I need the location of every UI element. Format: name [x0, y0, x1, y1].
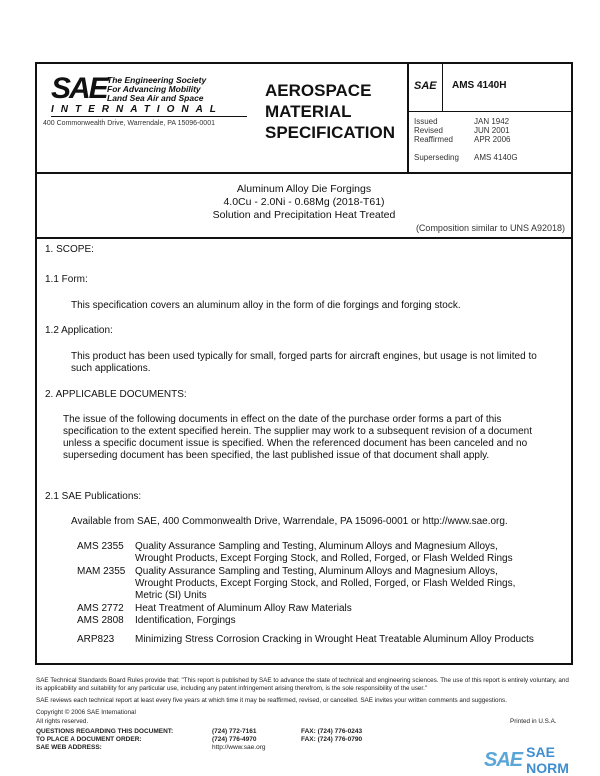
contact-label: SAE WEB ADDRESS:	[36, 744, 102, 751]
paragraph: This specification covers an aluminum alloy in the form of die forgings and forging stock.	[71, 300, 461, 311]
date-value: JAN 1942	[474, 117, 510, 126]
section-heading: 1.1 Form:	[45, 274, 88, 285]
title-line: Solution and Precipitation Heat Treated	[212, 209, 396, 221]
reference-title: Minimizing Stress Corrosion Cracking in Wrought Heat Treatable Aluminum Alloy Products	[135, 634, 534, 645]
web-address-link[interactable]: http://www.sae.org	[212, 744, 266, 751]
international-text: INTERNATIONAL	[51, 104, 247, 117]
section-heading: 1. SCOPE:	[45, 244, 94, 255]
section-heading: 2. APPLICABLE DOCUMENTS:	[45, 389, 187, 400]
tagline	[107, 76, 267, 103]
copyright: Copyright © 2006 SAE International	[36, 709, 136, 716]
title-line: Aluminum Alloy Die Forgings	[236, 183, 372, 195]
section-heading: 2.1 SAE Publications:	[45, 491, 142, 502]
doc-type	[265, 80, 395, 143]
paragraph: Available from SAE, 400 Commonwealth Drive, Warrendale, PA 15096-0001 or http://www.sae.org.	[71, 516, 508, 527]
rights: All rights reserved.	[36, 718, 89, 725]
review-note: SAE reviews each technical report at least every five years at which time it may be reaffirmed, revised, or cancelled. SAE invites your written comments and suggestions.	[36, 697, 507, 704]
date-value: JUN 2001	[474, 126, 510, 135]
doc-type-line: AEROSPACE	[265, 81, 372, 100]
tagline-line: For Advancing Mobility	[107, 84, 201, 94]
composition-note: (Composition similar to UNS A92018)	[415, 223, 565, 233]
section-heading: 1.2 Application:	[45, 325, 113, 336]
reference-code: AMS 2808	[77, 615, 124, 626]
printed-in: Printed in U.S.A.	[510, 718, 557, 725]
doc-info	[407, 64, 571, 172]
doc-number: AMS 4140H	[443, 64, 573, 112]
sae-logo-mark: SAE	[51, 72, 107, 105]
reference-title: Quality Assurance Sampling and Testing, Aluminum Alloys and Magnesium Alloys, Wrought Products, Except Forging Stock, and Rolled, Forged, or Flash Welded Rings	[135, 541, 513, 564]
reference-code: ARP823	[77, 634, 115, 645]
reference-title: Identification, Forgings	[135, 615, 236, 626]
dates	[414, 117, 518, 162]
reference-item	[77, 566, 535, 602]
watermark-logo: SAE	[484, 748, 523, 771]
reference-title: Quality Assurance Sampling and Testing, Aluminum Alloys and Magnesium Alloys, Wrought Products, Except Forging Stock, and Rolled, Forged, or Flash Welded Rings, Metric (SI) Units	[135, 566, 516, 601]
watermark-text: SAE NORM	[526, 744, 569, 776]
contact-phone: (724) 772-7161	[212, 728, 257, 735]
contact-fax: FAX: (724) 776-0243	[301, 728, 363, 735]
reference-code: AMS 2772	[77, 603, 124, 614]
watermark	[484, 744, 600, 776]
contact-phone: (724) 776-4970	[212, 736, 257, 743]
title-line: 4.0Cu - 2.0Ni - 0.68Mg (2018-T61)	[223, 196, 385, 208]
date-label: Revised	[414, 126, 443, 135]
superseding-value: AMS 4140G	[474, 153, 518, 162]
doc-type-line: MATERIAL	[265, 102, 352, 121]
sae-small-logo: SAE	[409, 64, 443, 112]
contact-label: TO PLACE A DOCUMENT ORDER:	[36, 736, 142, 743]
paragraph: This product has been used typically for small, forged parts for aircraft engines, but usage is not limited to such applications.	[71, 351, 537, 374]
tagline-line: The Engineering Society	[107, 75, 207, 85]
contact-fax: FAX: (724) 776-0790	[301, 736, 363, 743]
reference-item	[77, 634, 535, 646]
reference-code: AMS 2355	[77, 541, 124, 552]
date-label: Reaffirmed	[414, 135, 453, 144]
reference-item	[77, 603, 535, 615]
tagline-line: Land Sea Air and Space	[107, 93, 204, 103]
header	[37, 64, 571, 174]
doc-title	[37, 174, 571, 239]
date-label: Issued	[414, 117, 438, 126]
reference-code: MAM 2355	[77, 566, 126, 577]
paragraph: The issue of the following documents in effect on the date of the purchase order forms a part of this specification to the extent specified herein. The supplier may work to a subsequent revision of a document unless a specific document issue is specified. When the referenced document has been canceled and no superseding document has been specified, the last published issue of that document shall apply.	[63, 414, 532, 461]
contact-label: QUESTIONS REGARDING THIS DOCUMENT:	[36, 728, 174, 735]
standards-rules: SAE Technical Standards Board Rules provide that: "This report is published by SAE to advance the state of technical and engineering sciences. The use of this report is entirely voluntary, and its applicability and suitability for any particular use, including any patent infringement arising therefrom, is the sole responsibility of the user."	[36, 677, 569, 692]
superseding-label: Superseding	[414, 153, 459, 162]
date-value: APR 2006	[474, 135, 511, 144]
reference-item	[77, 541, 535, 565]
reference-title: Heat Treatment of Aluminum Alloy Raw Materials	[135, 603, 352, 614]
address: 400 Commonwealth Drive, Warrendale, PA 15096-0001	[43, 120, 215, 127]
document-frame	[35, 62, 573, 665]
doc-type-line: SPECIFICATION	[265, 123, 396, 142]
reference-item	[77, 615, 535, 627]
